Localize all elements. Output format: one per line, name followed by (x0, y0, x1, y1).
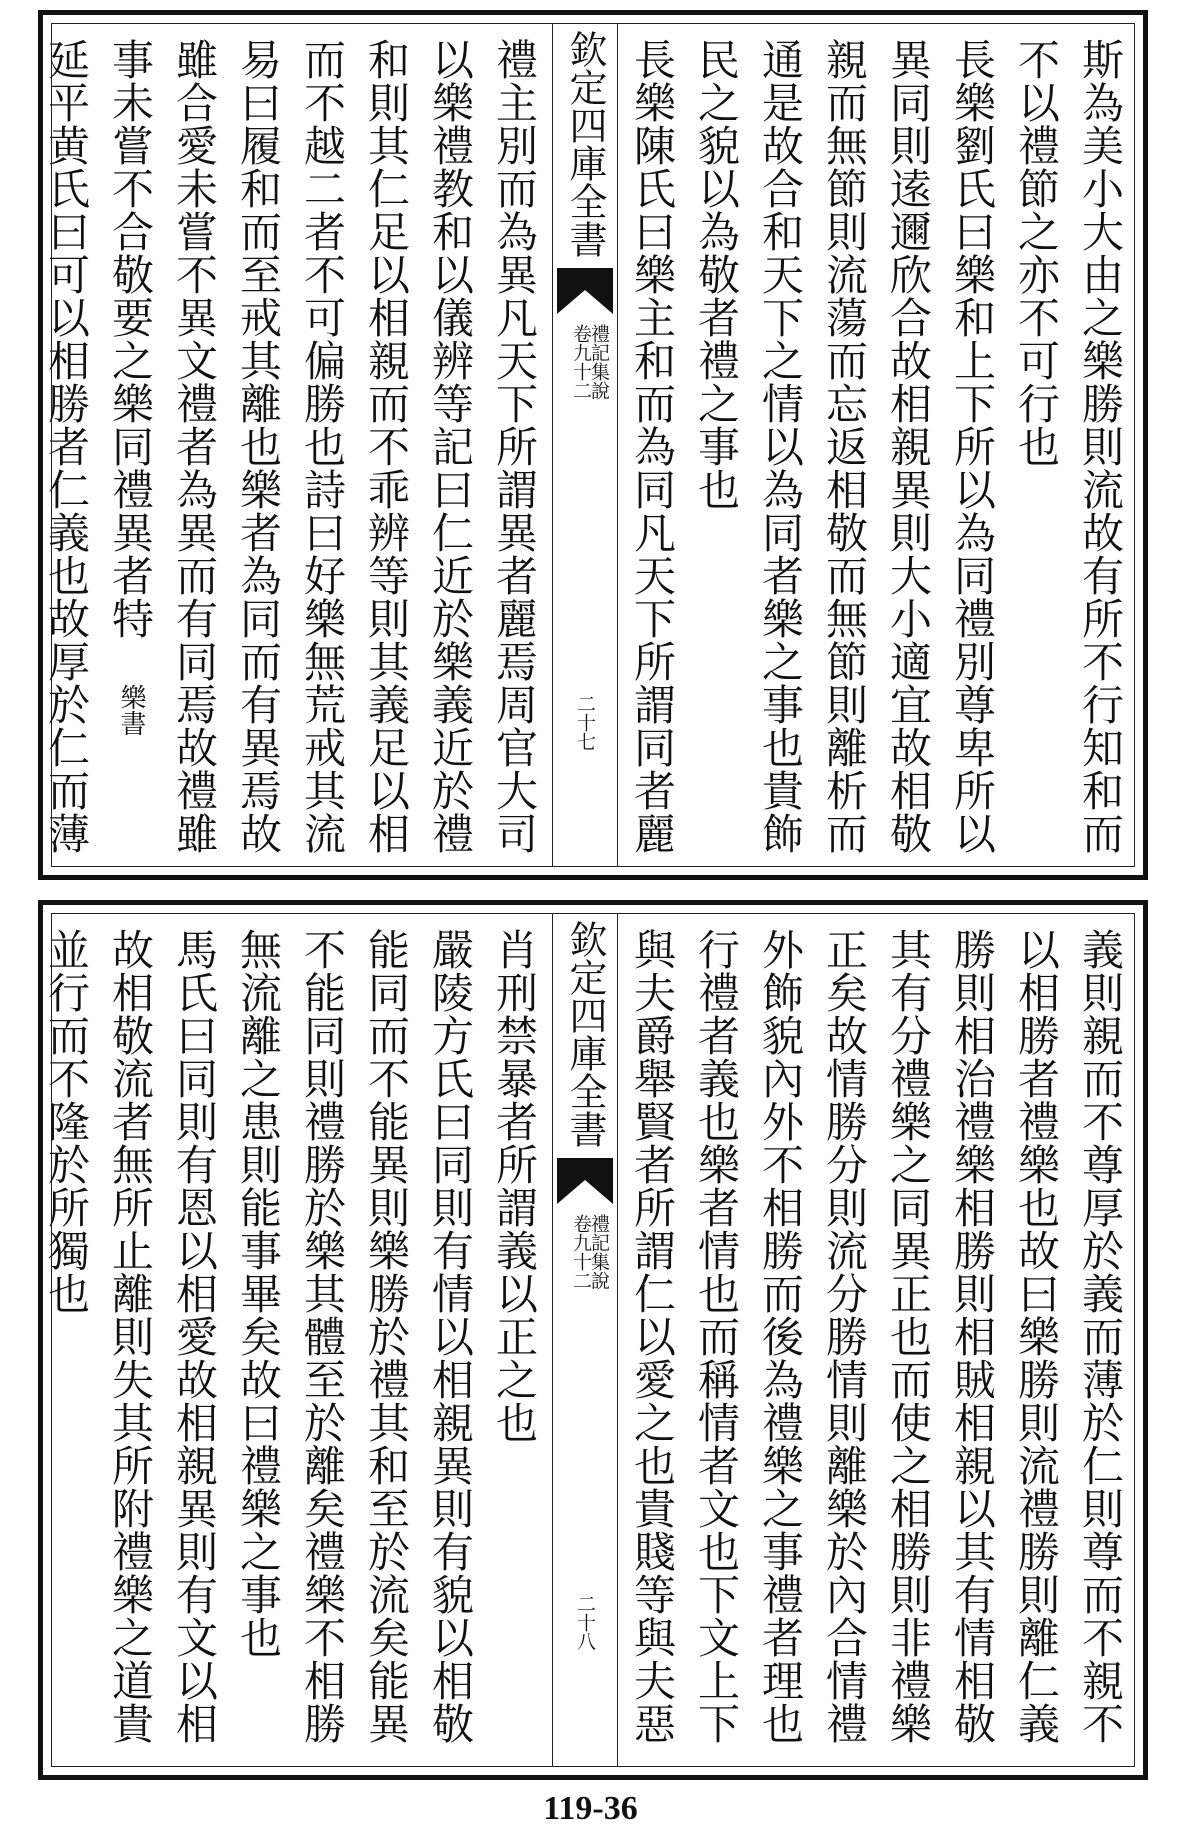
text-column: 禮主別而為異凡天下所謂異者麗焉周官大司 (490, 38, 539, 855)
text-column: 不以禮節之亦不可行也 (1012, 38, 1061, 468)
page-panel-bottom (38, 900, 1148, 1780)
text-column: 故相敬流者無所止離則失其所附禮樂之道貴 (106, 928, 155, 1745)
book-title: 禮記集說 (588, 324, 610, 400)
page-panel-top (38, 10, 1148, 880)
text-column: 長樂劉氏曰樂和上下所以為同禮別尊卑所以 (948, 38, 997, 855)
text-column: 長樂陳氏曰樂主和而為同凡天下所謂同者麗 (628, 38, 677, 855)
text-column: 通是故合和天下之情以為同者樂之事也貴飾 (756, 38, 805, 855)
text-column: 異同則逺邇欣合故相親異則大小適宜故相敬 (884, 38, 933, 855)
text-column: 其有分禮樂之同異正也而使之相勝則非禮樂 (884, 928, 933, 1745)
text-column: 與夫爵舉賢者所謂仁以愛之也貴賤等與夫惡 (628, 928, 677, 1745)
text-column: 斯為美小大由之樂勝則流故有所不行知和而 (1076, 38, 1125, 855)
fish-tail-mark-icon (557, 1158, 613, 1204)
center-margin-strip (552, 24, 618, 866)
text-frame-bottom (42, 913, 1135, 1767)
text-column: 勝則相治禮樂相勝則相賊相親以其有情相敬 (948, 928, 997, 1745)
text-column: 義則親而不尊厚於義而薄於仁則尊而不親不 (1076, 928, 1125, 1745)
text-column: 以樂禮教和以儀辨等記曰仁近於樂義近於禮 (426, 38, 475, 855)
leaf-number: 二十七 (574, 694, 596, 751)
book-title: 禮記集說 (588, 1214, 610, 1290)
text-column: 而不越二者不可偏勝也詩曰好樂無荒戒其流 (298, 38, 347, 855)
source-note: 樂書 (116, 684, 146, 736)
text-column: 延平黄氏曰可以相勝者仁義也故厚於仁而薄 (42, 38, 91, 855)
text-column: 雖合愛未嘗不異文禮者為異而有同焉故禮雖 (170, 38, 219, 855)
book-series-title: 欽定四庫全書 (563, 920, 607, 1148)
text-column: 馬氏曰同則有恩以相愛故相親異則有文以相 (170, 928, 219, 1745)
text-column: 以相勝者禮樂也故曰樂勝則流禮勝則離仁義 (1012, 928, 1061, 1745)
text-column: 行禮者義也樂者情也而稱情者文也下文上下 (692, 928, 741, 1745)
text-column: 和則其仁足以相親而不乖辨等則其義足以相 (362, 38, 411, 855)
text-column: 正矣故情勝分則流分勝情則離樂於內合情禮 (820, 928, 869, 1745)
text-frame-top (42, 23, 1135, 867)
text-column: 民之貌以為敬者禮之事也 (692, 38, 741, 511)
text-column: 事未嘗不合敬要之樂同禮異者特 (106, 38, 155, 640)
center-margin-strip (552, 914, 618, 1766)
text-column: 嚴陵方氏曰同則有情以相親異則有貌以相敬 (426, 928, 475, 1745)
text-column: 外飾貌內外不相勝而後為禮樂之事禮者理也 (756, 928, 805, 1745)
text-column: 親而無節則流蕩而忘返相敬而無節則離析而 (820, 38, 869, 855)
text-column: 並行而不隆於所獨也 (42, 928, 91, 1315)
book-series-title: 欽定四庫全書 (563, 30, 607, 258)
leaf-number: 二十八 (574, 1594, 596, 1651)
volume-number: 卷九十二 (570, 324, 592, 400)
page-number: 119-36 (543, 1790, 638, 1827)
text-column: 能同而不能異則樂勝於禮其和至於流矣能異 (362, 928, 411, 1745)
text-column: 肖刑禁暴者所謂義以正之也 (490, 928, 539, 1444)
fish-tail-mark-icon (557, 268, 613, 314)
text-column: 易曰履和而至戒其離也樂者為同而有異焉故 (234, 38, 283, 855)
text-column: 不能同則禮勝於樂其體至於離矣禮樂不相勝 (298, 928, 347, 1745)
volume-number: 卷九十二 (570, 1214, 592, 1290)
text-column: 無流離之患則能事畢矣故曰禮樂之事也 (234, 928, 283, 1659)
